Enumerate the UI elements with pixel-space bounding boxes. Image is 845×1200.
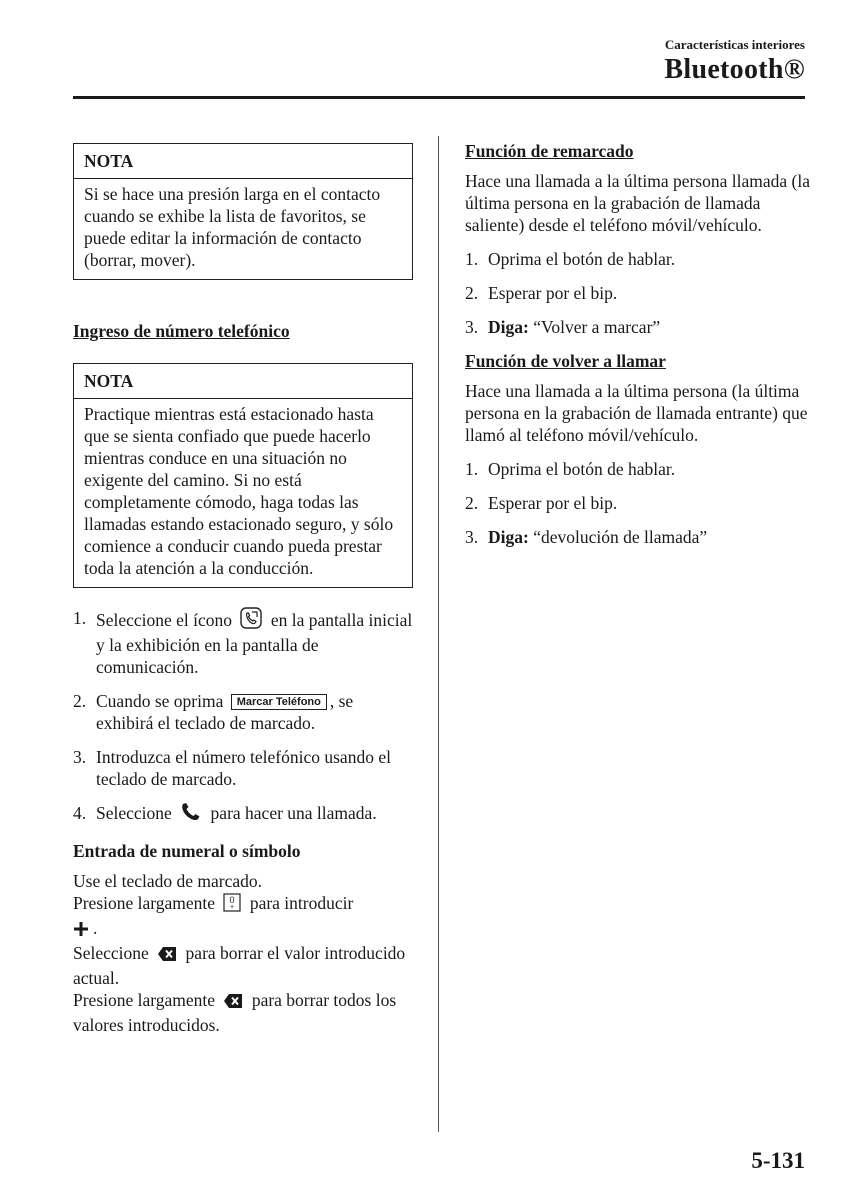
para-text: Presione largamente <box>73 990 216 1010</box>
redial-description: Hace una llamada a la última persona llamada (la última persona en la grabación de llamada saliente) desde el teléfono móvil/vehículo. <box>465 171 810 235</box>
section-heading-callback: Función de volver a llamar <box>465 351 666 371</box>
left-column <box>73 143 413 1036</box>
callback-description: Hace una llamada a la última persona (la última persona en la grabación de llamada entrante) que llamó al teléfono móvil/vehículo. <box>465 381 808 445</box>
para-text: para borrar el valor introducido actual. <box>73 943 406 988</box>
step-text: Seleccione <box>96 803 172 823</box>
delete-key-icon <box>223 992 243 1014</box>
step-text: Oprima el botón de hablar. <box>488 459 676 479</box>
right-column <box>465 140 810 548</box>
step-text: “Volver a marcar” <box>533 317 661 337</box>
list-item <box>73 690 413 734</box>
step-text: Esperar por el bip. <box>488 283 618 303</box>
list-item <box>465 492 810 514</box>
step-number: 3. <box>73 747 87 767</box>
list-item <box>465 282 810 304</box>
note-box-practice <box>73 363 413 588</box>
marcar-telefono-key: Marcar Teléfono <box>231 694 327 710</box>
column-divider <box>438 136 439 1132</box>
list-item <box>465 526 810 548</box>
step-text: Introduzca el número telefónico usando el teclado de marcado. <box>96 747 391 789</box>
section-heading-redial: Función de remarcado <box>465 141 634 161</box>
step-keyword: Diga: <box>488 527 529 547</box>
phone-screen-icon <box>240 607 262 634</box>
steps-list <box>73 607 413 827</box>
para-text: para borrar todos los valores introducidos. <box>73 990 397 1035</box>
list-item <box>73 802 413 827</box>
section-heading-phone-number: Ingreso de número telefónico <box>73 321 290 341</box>
note-box-favorites <box>73 143 413 280</box>
para-line: Use el teclado de marcado. <box>73 871 263 891</box>
step-number: 2. <box>73 691 87 711</box>
list-item <box>73 607 413 678</box>
handset-icon <box>180 802 202 827</box>
zero-key-icon <box>223 893 241 917</box>
step-text: “devolución de llamada” <box>533 527 708 547</box>
step-text: Cuando se oprima <box>96 691 224 711</box>
step-text: para hacer una llamada. <box>210 803 377 823</box>
step-number: 1. <box>465 249 479 269</box>
step-text: Esperar por el bip. <box>488 493 618 513</box>
step-text: en la pantalla inicial y la exhibición en la pantalla de comunicación. <box>96 610 413 677</box>
plus-icon <box>73 920 89 942</box>
step-keyword: Diga: <box>488 317 529 337</box>
subheading-numeral-symbol: Entrada de numeral o símbolo <box>73 841 301 861</box>
step-number: 2. <box>465 283 479 303</box>
page-number: 5-131 <box>751 1148 805 1173</box>
note-text: Si se hace una presión larga en el contacto cuando se exhibe la lista de favoritos, se puede editar la información de contacto (borrar, mover). <box>84 184 381 270</box>
header-rule <box>73 96 805 99</box>
note-label: NOTA <box>74 144 412 179</box>
step-number: 1. <box>465 459 479 479</box>
para-text: Seleccione <box>73 943 149 963</box>
list-item <box>465 316 810 338</box>
step-number: 3. <box>465 527 479 547</box>
para-text: para introducir <box>249 893 354 913</box>
page-title: Bluetooth® <box>664 54 805 85</box>
note-label: NOTA <box>74 364 412 399</box>
step-number: 1. <box>73 608 87 628</box>
step-number: 2. <box>465 493 479 513</box>
svg-text:0: 0 <box>229 895 235 905</box>
paragraph-numeral-entry <box>73 870 413 1036</box>
list-item <box>465 458 810 480</box>
para-text: Presione largamente <box>73 893 216 913</box>
step-text: , se exhibirá el teclado de marcado. <box>96 691 354 733</box>
step-text: Oprima el botón de hablar. <box>488 249 676 269</box>
step-number: 4. <box>73 803 87 823</box>
list-item <box>73 746 413 790</box>
svg-text:+: + <box>230 904 235 911</box>
running-header-section: Características interiores <box>664 37 805 52</box>
note-text: Practique mientras está estacionado hasta que se sienta confiado que puede hacerlo mientras conduce en una situación no exigente del camino. Si no está completamente cómodo, haga todas las llamadas estando estacionado seguro, y sólo comience a conducir cuando pueda prestar toda la atención a la conducción. <box>84 404 394 578</box>
step-number: 3. <box>465 317 479 337</box>
list-item <box>465 248 810 270</box>
step-text: Seleccione el ícono <box>96 610 233 630</box>
para-text: . <box>93 918 98 938</box>
delete-key-icon <box>157 945 177 967</box>
